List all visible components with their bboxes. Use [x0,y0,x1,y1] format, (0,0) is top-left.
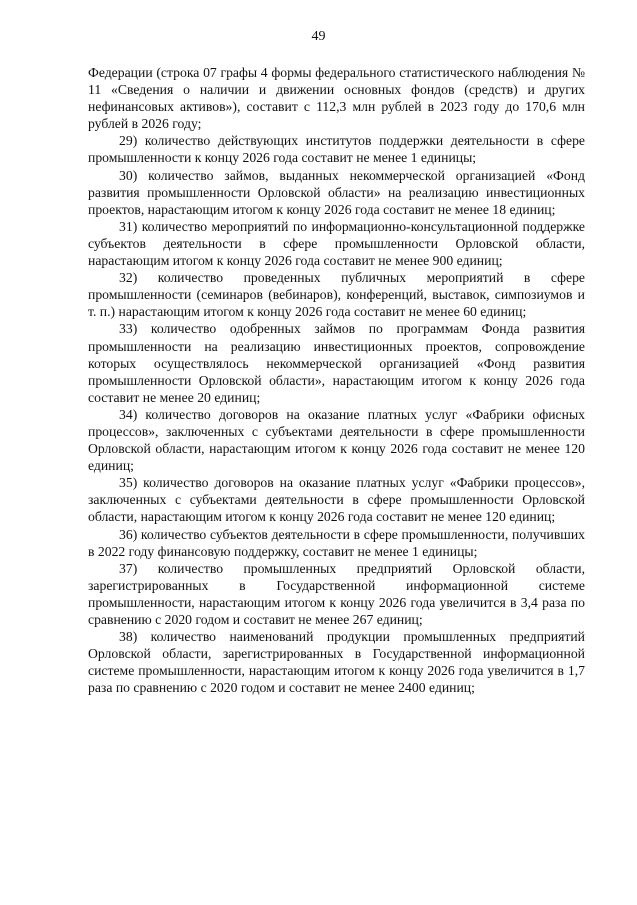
list-item-32: 32) количество проведенных публичных мероприятий в сфере промышленности (семинаров (вебинаров), конференций, выставок, симпозиумов и т. п.) нарастающим итогом к концу 2026 года составит не менее 60 единиц; [88,270,585,320]
page-number: 49 [311,29,326,44]
list-item-35: 35) количество договоров на оказание платных услуг «Фабрики процессов», заключенных с субъектами деятельности в сфере промышленности Орловской области, нарастающим итогом к концу 2026 года составит не менее 120 единиц; [88,475,585,525]
paragraph-continuation: Федерации (строка 07 графы 4 формы федерального статистического наблюдения № 11 «Сведения о наличии и движении основных фондов (средств) и других нефинансовых активов»), составит с 112,3 млн рублей в 2023 году до 170,6 млн рублей в 2026 году; [88,65,585,132]
list-item-36: 36) количество субъектов деятельности в сфере промышленности, получивших в 2022 году финансовую поддержку, составит не менее 1 единицы; [88,526,585,559]
list-item-29: 29) количество действующих институтов поддержки деятельности в сфере промышленности к концу 2026 года составит не менее 1 единицы; [88,133,585,166]
list-item-38: 38) количество наименований продукции промышленных предприятий Орловской области, зарегистрированных в Государственной информационной системе промышленности, нарастающим итогом к концу 2026 года увеличится в 1,7 раза по сравнению с 2020 годом и составит не менее 2400 единиц; [88,629,585,696]
list-item-37: 37) количество промышленных предприятий Орловской области, зарегистрированных в Государственной информационной системе промышленности, нарастающим итогом к концу 2026 года увеличится в 3,4 раза по сравнению с 2020 годом и составит не менее 267 единиц; [88,560,585,627]
list-item-30: 30) количество займов, выданных некоммерческой организацией «Фонд развития промышленности Орловской области» на реализацию инвестиционных проектов, нарастающим итогом к концу 2026 года составит не менее 18 единиц; [88,167,585,217]
document-body [88,64,585,696]
list-item-34: 34) количество договоров на оказание платных услуг «Фабрики офисных процессов», заключенных с субъектами деятельности в сфере промышленности Орловской области, нарастающим итогом к концу 2026 года составит не менее 120 единиц; [88,406,585,474]
list-item-31: 31) количество мероприятий по информационно-консультационной поддержке субъектов деятельности в сфере промышленности Орловской области, нарастающим итогом к концу 2026 года составит не менее 900 единиц; [88,218,585,269]
list-item-33: 33) количество одобренных займов по программам Фонда развития промышленности на реализацию инвестиционных проектов, сопровождение которых осуществлялось некоммерческой организацией «Фонд развития промышленности Орловской области», нарастающим итогом к концу 2026 года составит не менее 20 единиц; [88,321,585,405]
